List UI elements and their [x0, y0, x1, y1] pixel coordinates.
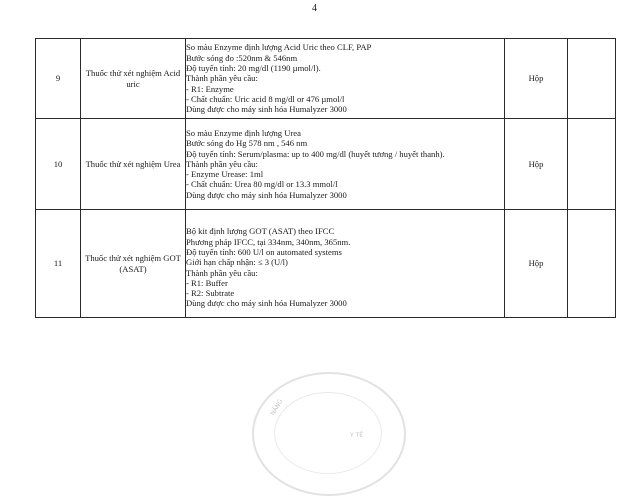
spec-line: Dùng được cho máy sinh hóa Humalyzer 3000 [186, 298, 347, 309]
spec-line: - Chất chuẩn: Urea 80 mg/dl or 13.3 mmol/l [186, 179, 338, 190]
spec-line: Thành phần yêu cầu: [186, 158, 258, 169]
table-row [36, 39, 616, 119]
spec-line: Thành phần yêu cầu: [186, 73, 258, 84]
spec-line: - R2: Subtrate [186, 288, 235, 299]
spec-line: Bước sóng đo Hg 578 nm , 546 nm [186, 138, 308, 149]
spec-line: Dùng được cho máy sinh hóa Humalyzer 3000 [186, 189, 347, 200]
page-number: 4 [312, 3, 317, 14]
unit: Hộp [505, 119, 568, 210]
unit: Hộp [505, 210, 568, 318]
product-specification [186, 119, 505, 210]
table-row [36, 210, 616, 318]
empty-cell [568, 119, 616, 210]
specification-table [35, 38, 616, 318]
product-specification [186, 39, 505, 119]
empty-cell [568, 210, 616, 318]
product-name: Thuốc thử xét nghiệm GOT (ASAT) [81, 210, 186, 318]
row-number: 10 [36, 119, 81, 210]
row-number: 9 [36, 39, 81, 119]
spec-line: Bộ kit định lượng GOT (ASAT) theo IFCC [186, 226, 335, 237]
product-name: Thuốc thử xét nghiệm Urea [81, 119, 186, 210]
spec-line: Thành phần yêu cầu: [186, 267, 258, 278]
row-number: 11 [36, 210, 81, 318]
faded-seal-stamp [252, 372, 406, 496]
empty-cell [568, 39, 616, 119]
product-name: Thuốc thử xét nghiệm Acid uric [81, 39, 186, 119]
spec-line: Bước sóng đo :520nm & 546nm [186, 52, 298, 63]
unit: Hộp [505, 39, 568, 119]
seal-text: Y TẾ [350, 432, 364, 439]
product-specification [186, 210, 505, 318]
spec-line: Độ tuyến tính: 20 mg/dl (1190 µmol/l). [186, 63, 321, 74]
spec-line: - R1: Buffer [186, 277, 228, 288]
spec-line: - R1: Enzyme [186, 83, 234, 94]
spec-line: - Chất chuẩn: Uric acid 8 mg/dl or 476 µmol/l [186, 93, 345, 104]
seal-text: NĂNG [269, 398, 285, 417]
spec-line: Độ tuyến tính: Serum/plasma: up to 400 mg/dl (huyết tương / huyết thanh). [186, 148, 445, 159]
spec-line: Giới hạn chấp nhận: ≤ 3 (U/l) [186, 257, 288, 268]
spec-line: Dùng được cho máy sinh hóa Humalyzer 3000 [186, 104, 347, 115]
spec-line: - Enzyme Urease: 1ml [186, 169, 264, 180]
table-row [36, 119, 616, 210]
spec-line: Độ tuyến tính: 600 U/l on automated systems [186, 246, 342, 257]
spec-line: Phương pháp IFCC, tại 334nm, 340nm, 365nm. [186, 236, 351, 247]
seal-inner-ring [274, 392, 382, 474]
spec-line: So màu Enzyme định lượng Urea [186, 127, 301, 138]
spec-line: So màu Enzyme định lượng Acid Uric theo CLF, PAP [186, 42, 372, 53]
